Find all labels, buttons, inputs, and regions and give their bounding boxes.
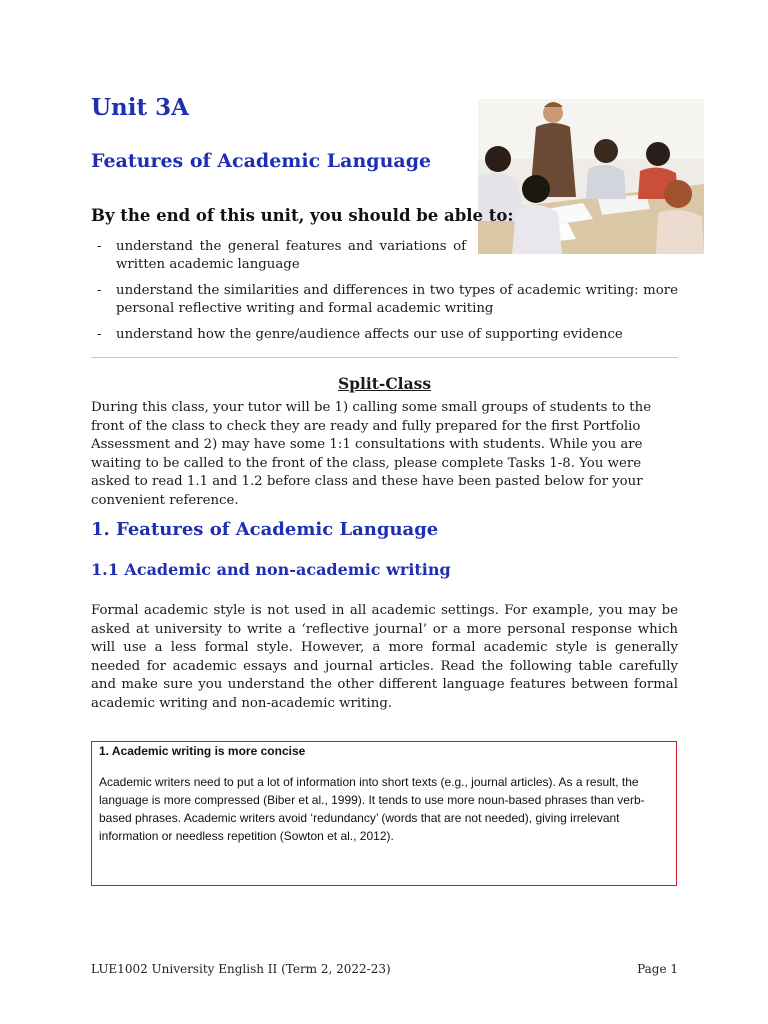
split-class-heading: Split-Class — [337, 374, 432, 393]
intro-paragraph: Formal academic style is not used in all academic settings. For example, you may be asked at university to write a ‘reflective journal’ or a more personal response which will use a less formal style. However, a more formal academic style is generally needed for academic essays and journal articles. Read the following table carefully and make sure you understand the other different language features between formal academic writing and non-academic writing. — [91, 603, 678, 711]
list-item: - understand how the genre/audience affects our use of supporting evidence — [91, 326, 678, 344]
page-subtitle: Features of Academic Language — [91, 150, 432, 172]
unit-title: Unit 3A — [91, 94, 189, 121]
footer-page-number: Page 1 — [637, 962, 678, 976]
feature-box — [91, 741, 677, 886]
classroom-photo-icon — [478, 99, 704, 254]
objectives-heading: By the end of this unit, you should be able to: — [91, 206, 514, 225]
classroom-photo — [478, 99, 704, 254]
objectives-list — [91, 238, 678, 352]
feature-box-title: 1. Academic writing is more concise — [99, 744, 306, 758]
list-item: - understand the general features and variations of written academic language — [91, 238, 466, 274]
list-item: - understand the similarities and differences in two types of academic writing: more personal reflective writing and formal academic writing — [91, 282, 678, 318]
split-class-paragraph: During this class, your tutor will be 1) calling some small groups of students to the front of the class to check they are ready and fully prepared for the first Portfolio Assessment and 2) may have some 1:1 consultations with students. While you are waiting to be called to the front of the class, please complete Tasks 1-8. You were asked to read 1.1 and 1.2 before class and these have been pasted below for your convenient reference. — [91, 400, 652, 508]
divider — [91, 357, 678, 358]
subsection-heading: 1.1 Academic and non-academic writing — [91, 560, 451, 579]
footer-course: LUE1002 University English II (Term 2, 2022-23) — [91, 962, 391, 976]
feature-box-text: Academic writers need to put a lot of information into short texts (e.g., journal articles). As a result, the language is more compressed (Biber et al., 1999). It tends to use more noun-based phrases than verb-based phrases. Academic writers avoid ‘redundancy’ (words that are not needed), giving irrelevant information or needless repetition (Sowton et al., 2012). — [99, 775, 645, 843]
section-heading: 1. Features of Academic Language — [91, 519, 439, 540]
